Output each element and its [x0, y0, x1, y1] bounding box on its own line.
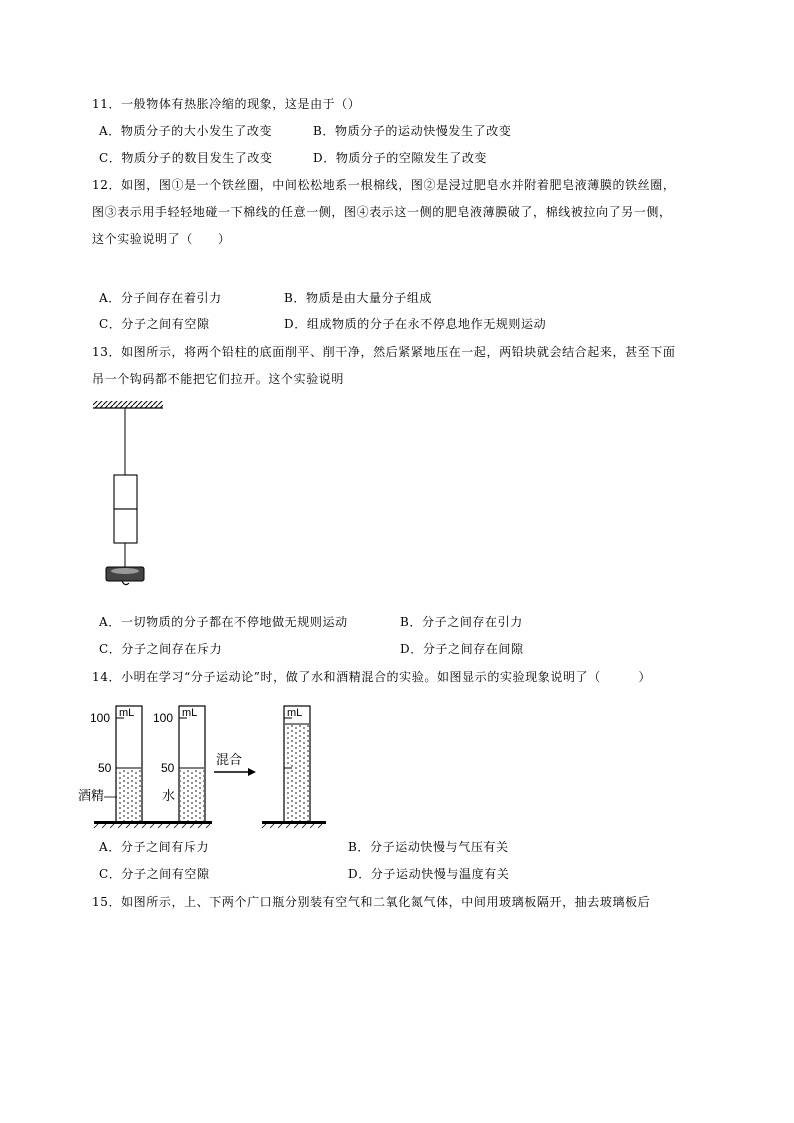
q11-option-c: C．物质分子的数目发生了改变: [99, 151, 273, 165]
unit-label-3: mL: [287, 707, 303, 719]
cylinder-mixed: [284, 706, 310, 822]
q12-stem-line-3: 这个实验说明了（ ）: [92, 232, 231, 246]
q13-option-d: D．分子之间存在间隙: [400, 642, 524, 656]
q13-stem-line-2: 吊一个钩码都不能把它们拉开。这个实验说明: [92, 372, 345, 386]
q11-option-d: D．物质分子的空隙发生了改变: [313, 151, 488, 165]
q12-stem-line-2: 图③表示用手轻轻地碰一下棉线的任意一侧，图④表示这一侧的肥皂液薄膜破了，棉线被拉向了另一侧，: [92, 205, 672, 219]
cylinder-alcohol: [78, 706, 142, 822]
q13-option-c: C．分子之间存在斥力: [99, 642, 223, 656]
q13-option-a: A．一切物质的分子都在不停地做无规则运动: [99, 615, 348, 629]
q12-stem-line-1: 12．如图，图①是一个铁丝圈，中间松松地系一根棉线，图②是浸过肥皂水并附着肥皂液薄膜的铁丝圈，: [92, 178, 676, 192]
q14-stem: 14．小明在学习“分子运动论”时，做了水和酒精混合的实验。如图显示的实验现象说明了（ ）: [92, 670, 652, 684]
mix-arrowhead-icon: [248, 768, 256, 776]
liquid-label-alcohol: 酒精: [78, 789, 105, 804]
q11-option-b: B．物质分子的运动快慢发生了改变: [313, 124, 512, 138]
table-right: [262, 821, 326, 824]
mark-100-label-2: 100: [153, 711, 174, 725]
cylinder-water: [153, 706, 205, 822]
q14-option-d: D．分子运动快慢与温度有关: [348, 867, 510, 881]
unit-label-2: mL: [182, 707, 198, 719]
q12-option-a: A．分子间存在着引力: [99, 291, 222, 305]
q14-option-a: A．分子之间有斥力: [99, 840, 210, 854]
q11-stem: 11．一般物体有热胀冷缩的现象，这是由于（）: [92, 97, 361, 111]
lead-cylinder-top: [114, 475, 137, 509]
q14-option-b: B．分子运动快慢与气压有关: [348, 840, 509, 854]
q15-stem: 15．如图所示，上、下两个广口瓶分别装有空气和二氧化氮气体，中间用玻璃板隔开，抽去玻璃板后: [92, 895, 651, 909]
q13-stem-line-1: 13．如图所示，将两个铅柱的底面削平、削干净，然后紧紧地压在一起，两铅块就会结合起来，甚至下面: [92, 345, 676, 359]
q13-option-b: B．分子之间存在引力: [400, 615, 523, 629]
q12-option-d: D．组成物质的分子在永不停息地作无规则运动: [284, 317, 547, 331]
q14-mixing-figure: [78, 700, 336, 830]
mark-50-label-2: 50: [161, 761, 175, 775]
q12-option-c: C．分子之间有空隙: [99, 317, 210, 331]
hook-curl: [122, 581, 129, 585]
liquid-label-water: 水: [162, 789, 176, 804]
q12-option-b: B．物质是由大量分子组成: [284, 291, 433, 305]
q13-lead-cylinders-figure: [88, 395, 168, 605]
mix-label: 混合: [216, 753, 243, 768]
mark-100-label-1: 100: [90, 711, 111, 725]
table-left-hatch: [94, 824, 210, 828]
hook-weight-shine: [111, 568, 139, 574]
mark-50-label-1: 50: [98, 761, 112, 775]
unit-label-1: mL: [119, 707, 135, 719]
table-right-hatch: [262, 824, 322, 828]
table-left: [94, 821, 212, 824]
ceiling-hatch: [93, 401, 163, 408]
lead-cylinder-bottom: [114, 509, 137, 543]
q14-option-c: C．分子之间有空隙: [99, 867, 210, 881]
q11-option-a: A．物质分子的大小发生了改变: [99, 124, 273, 138]
